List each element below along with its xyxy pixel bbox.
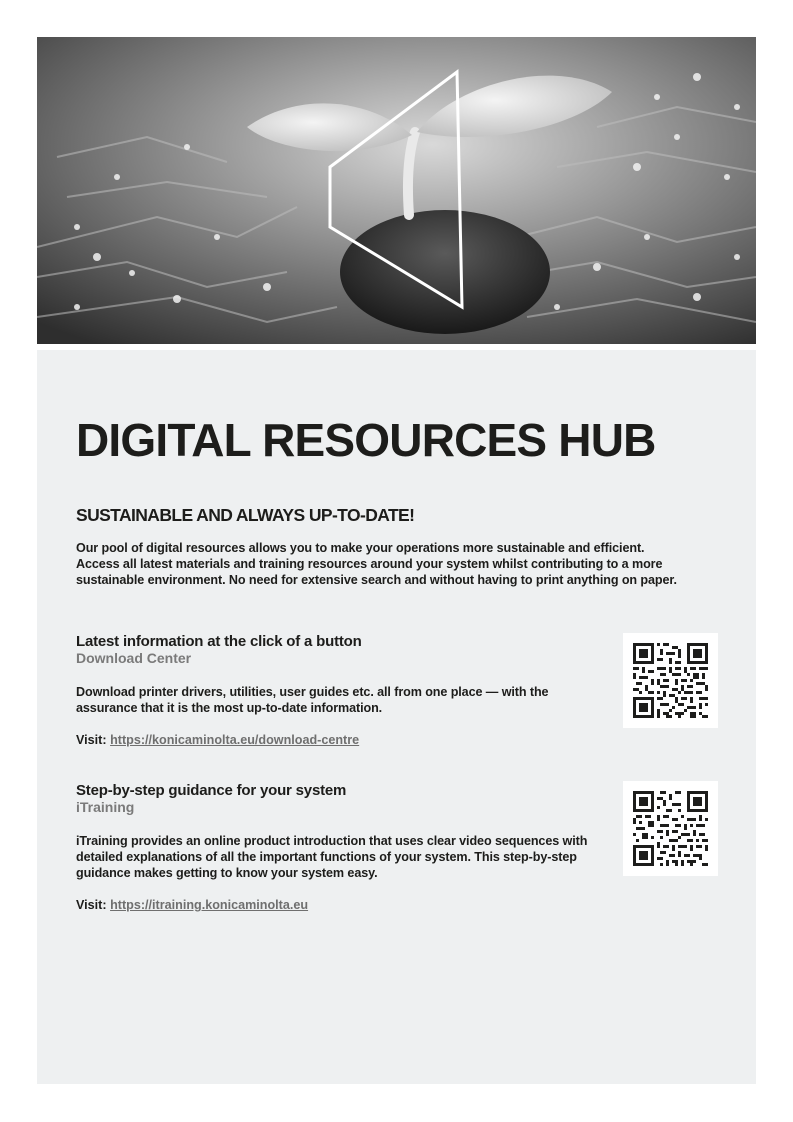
section-itraining [76,782,596,913]
seedling-on-circuit-board-icon [37,37,756,344]
page-subtitle: SUSTAINABLE AND ALWAYS UP-TO-DATE! [76,505,415,525]
section-visit-line [76,732,596,748]
qr-code-icon [633,791,708,866]
section-description: Download printer drivers, utilities, user guides etc. all from one place — with the assurance that it is the most up-to-date information. [76,685,549,715]
download-center-qr[interactable] [623,633,718,728]
visit-label: Visit: [76,733,107,747]
section-download-center [76,633,596,748]
hero-image [37,37,756,344]
visit-label: Visit: [76,898,107,912]
page-title: DIGITAL RESOURCES HUB [76,414,656,466]
section-description: iTraining provides an online product introduction that uses clear video sequences with detailed explanations of all the important functions of your system. This step-by-step guidance makes getting to know your system easy. [76,834,588,880]
section-visit-line [76,897,596,913]
section-heading: Step-by-step guidance for your system [76,782,347,799]
qr-code-icon [633,643,708,718]
section-product-name: iTraining [76,799,135,815]
content-panel [37,350,756,1084]
download-centre-link[interactable]: https://konicaminolta.eu/download-centre [110,733,360,747]
intro-paragraph: Our pool of digital resources allows you to make your operations more sustainable and efficient. Access all latest materials and training resources around your system whilst contributing to a more sustainable environment. No need for extensive search and without having to print anything on paper. [76,541,677,588]
section-heading: Latest information at the click of a button [76,633,362,650]
section-product-name: Download Center [76,650,192,666]
itraining-link[interactable]: https://itraining.konicaminolta.eu [110,898,309,912]
itraining-qr[interactable] [623,781,718,876]
